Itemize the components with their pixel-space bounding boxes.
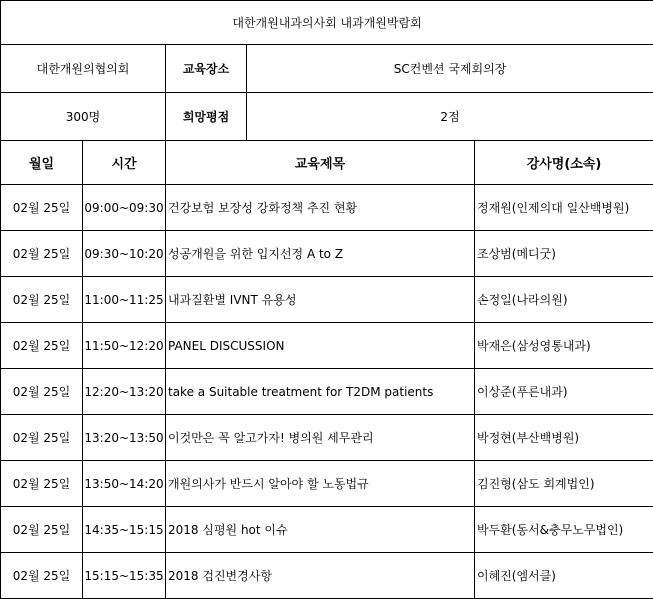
header-time: 시간 (83, 141, 166, 185)
date-cell: 02월 25일 (1, 323, 83, 369)
lecturer-cell: 박두환(동서&충무노무법인) (475, 507, 653, 553)
time-cell: 13:50~14:20 (83, 461, 166, 507)
subject-cell: 성공개원을 위한 입지선정 A to Z (166, 231, 475, 277)
count-cell: 300명 (1, 93, 166, 141)
time-cell: 13:20~13:50 (83, 415, 166, 461)
title-row (1, 1, 653, 45)
score-value-cell: 2점 (247, 93, 653, 141)
date-cell: 02월 25일 (1, 277, 83, 323)
table-row (1, 231, 653, 277)
lecturer-cell: 손정일(나라의원) (475, 277, 653, 323)
subject-cell: take a Suitable treatment for T2DM patients (166, 369, 475, 415)
header-date: 월일 (1, 141, 83, 185)
info-row-score (1, 93, 653, 141)
lecturer-cell: 이상준(푸른내과) (475, 369, 653, 415)
header-lecturer: 강사명(소속) (475, 141, 653, 185)
subject-cell: 2018 심평원 hot 이슈 (166, 507, 475, 553)
table-row (1, 415, 653, 461)
date-cell: 02월 25일 (1, 185, 83, 231)
table-row (1, 323, 653, 369)
time-cell: 11:50~12:20 (83, 323, 166, 369)
date-cell: 02월 25일 (1, 415, 83, 461)
table-row (1, 507, 653, 553)
date-cell: 02월 25일 (1, 461, 83, 507)
time-cell: 15:15~15:35 (83, 553, 166, 599)
subject-cell: 이것만은 꼭 알고가자! 병의원 세무관리 (166, 415, 475, 461)
date-cell: 02월 25일 (1, 369, 83, 415)
lecturer-cell: 정재원(인제의대 일산백병원) (475, 185, 653, 231)
table-row (1, 461, 653, 507)
date-cell: 02월 25일 (1, 507, 83, 553)
table-row (1, 185, 653, 231)
lecturer-cell: 박재은(삼성영통내과) (475, 323, 653, 369)
lecturer-cell: 조상범(메디굿) (475, 231, 653, 277)
subject-cell: 2018 검진변경사항 (166, 553, 475, 599)
date-cell: 02월 25일 (1, 553, 83, 599)
time-cell: 11:00~11:25 (83, 277, 166, 323)
info-row-place (1, 45, 653, 93)
page-title: 대한개원내과의사회 내과개원박람회 (1, 1, 653, 45)
header-row (1, 141, 653, 185)
time-cell: 14:35~15:15 (83, 507, 166, 553)
lecturer-cell: 박정현(부산백병원) (475, 415, 653, 461)
place-value-cell: SC컨벤션 국제회의장 (247, 45, 653, 93)
table-row (1, 277, 653, 323)
time-cell: 12:20~13:20 (83, 369, 166, 415)
table-row (1, 553, 653, 599)
header-subject: 교육제목 (166, 141, 475, 185)
time-cell: 09:30~10:20 (83, 231, 166, 277)
subject-cell: 내과질환별 IVNT 유용성 (166, 277, 475, 323)
table-row (1, 369, 653, 415)
place-label-cell: 교육장소 (166, 45, 247, 93)
lecturer-cell: 김진형(삼도 회계법인) (475, 461, 653, 507)
schedule-rows (1, 185, 653, 599)
subject-cell: 건강보험 보장성 강화정책 추진 현황 (166, 185, 475, 231)
time-cell: 09:00~09:30 (83, 185, 166, 231)
date-cell: 02월 25일 (1, 231, 83, 277)
organizer-cell: 대한개원의협의회 (1, 45, 166, 93)
subject-cell: PANEL DISCUSSION (166, 323, 475, 369)
score-label-cell: 희망평점 (166, 93, 247, 141)
subject-cell: 개원의사가 반드시 알아야 할 노동법규 (166, 461, 475, 507)
lecturer-cell: 이혜진(엠서클) (475, 553, 653, 599)
